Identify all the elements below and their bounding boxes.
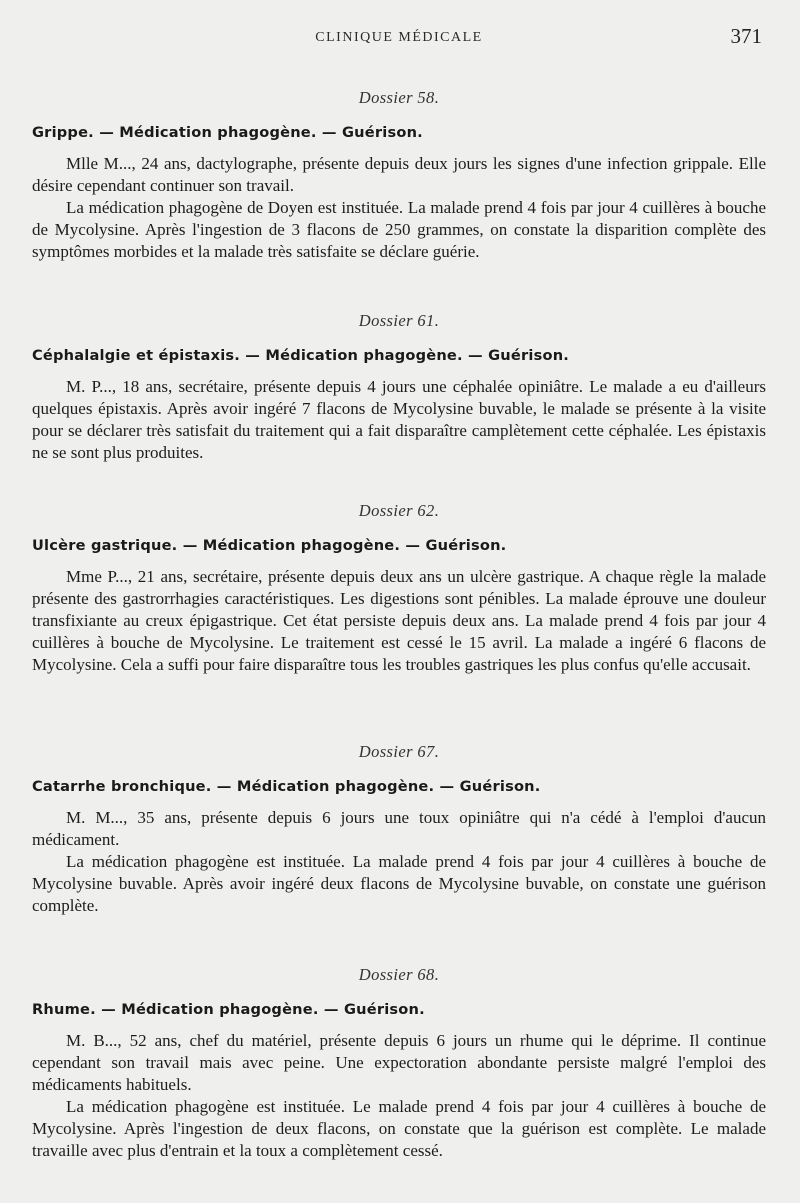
case-paragraph: La médication phagogène de Doyen est instituée. La malade prend 4 fois par jour 4 cuillères à bouche de Mycolysine. Après l'ingestion de 3 flacons de 250 grammes, on constate la disparition complète des symptômes morbides et la malade très satisfaite se déclare guérie.	[32, 198, 766, 261]
case-paragraph: La médication phagogène est instituée. La malade prend 4 fois par jour 4 cuillères à bouche de Mycolysine buvable. Après avoir ingéré deux flacons de Mycolysine buvable, on constate une guérison complète.	[32, 852, 766, 915]
case-paragraph: M. M..., 35 ans, présente depuis 6 jours une toux opiniâtre qui n'a cédé à l'emploi d'aucun médicament.	[32, 808, 766, 849]
case-title: Ulcère gastrique. — Médication phagogène. — Guérison.	[32, 537, 507, 554]
dossier-label: Dossier 62.	[358, 501, 440, 520]
case-title: Rhume. — Médication phagogène. — Guérison.	[32, 1001, 425, 1018]
case-paragraph: Mme P..., 21 ans, secrétaire, présente depuis deux ans un ulcère gastrique. A chaque règle la malade présente des gastrorrhagies caractéristiques. Les digestions sont pénibles. La malade éprouve une douleur transfixiante au creux épigastrique. Cet état persiste depuis deux ans. La malade prend 4 fois par jour 4 cuillères à bouche de Mycolysine. Le traitement est cessé le 15 avril. La malade a ingéré 6 flacons de Mycolysine. Cela a suffi pour faire disparaître tous les troubles gastriques les plus confus qu'elle accusait.	[32, 567, 766, 674]
running-header	[32, 0, 766, 60]
case-paragraph: M. B..., 52 ans, chef du matériel, présente depuis 6 jours un rhume qui le déprime. Il continue cependant son travail mais avec peine. Une expectoration abondante persiste malgré l'emploi des médicaments habituels.	[32, 1031, 766, 1094]
running-title: CLINIQUE MÉDICALE	[315, 30, 483, 45]
dossier-label: Dossier 61.	[358, 311, 440, 330]
dossier-label: Dossier 68.	[358, 965, 440, 984]
case-title: Catarrhe bronchique. — Médication phagogène. — Guérison.	[32, 778, 541, 795]
case-paragraph: M. P..., 18 ans, secrétaire, présente depuis 4 jours une céphalée opiniâtre. Le malade a eu d'ailleurs quelques épistaxis. Après avoir ingéré 7 flacons de Mycolysine buvable, le malade se présente à la visite pour se déclarer très satisfait du traitement qui a fait disparaître camplètement cette céphalée. Les épistaxis ne se sont plus produites.	[32, 377, 766, 462]
case-title: Céphalalgie et épistaxis. — Médication phagogène. — Guérison.	[32, 347, 570, 364]
dossier-67	[32, 742, 766, 917]
case-paragraph: Mlle M..., 24 ans, dactylographe, présente depuis deux jours les signes d'une infection grippale. Elle désire cependant continuer son travail.	[32, 154, 766, 195]
dossier-68	[32, 965, 766, 1162]
dossier-62	[32, 501, 766, 676]
case-paragraph: La médication phagogène est instituée. Le malade prend 4 fois par jour 4 cuillères à bouche de Mycolysine. Après l'ingestion de deux flacons, on constate que la guérison est complète. Le malade travaille avec plus d'entrain et la toux a complètement cessé.	[32, 1097, 766, 1160]
dossier-label: Dossier 58.	[358, 88, 440, 107]
dossier-58	[32, 88, 766, 263]
page-number: 371	[730, 24, 762, 48]
dossier-label: Dossier 67.	[358, 742, 440, 761]
dossier-61	[32, 311, 766, 464]
case-title: Grippe. — Médication phagogène. — Guérison.	[32, 124, 423, 141]
